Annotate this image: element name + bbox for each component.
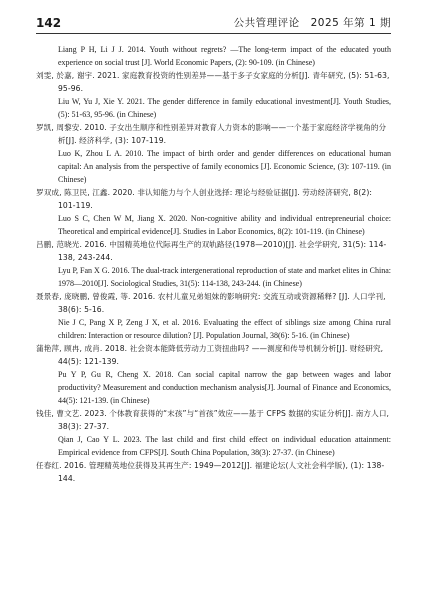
reference-entry-en: Lyu P, Fan X G. 2016. The dual-track intergenerational reproduction of state and market elites in China: 1978—2010[J]. Sociological Studies, 31(5): 114-138, 243-244. (in Chinese) <box>58 266 391 288</box>
reference-entry-zh: 蒲艳萍, 顾冉, 成肖. 2018. 社会资本能降低劳动力工资扭曲吗? ——测度和传导机制分析[J]. 财经研究, 44(5): 121-139. <box>36 344 384 366</box>
reference-entry-en: Liang P H, Li J J. 2014. Youth without regrets? —The long-term impact of the educated youth experience on social trust [J]. World Economic Papers, (2): 90-109. (in Chinese) <box>58 45 391 67</box>
reference-entry-zh: 聂景春, 庞晓鹏, 曾俊霞, 等. 2016. 农村儿童兄弟姐妹的影响研究: 交流互动或资源稀释? [J]. 人口学刊, 38(6): 5-16. <box>36 292 386 314</box>
reference-list <box>36 43 391 485</box>
reference-entry-zh: 任春红. 2016. 管理精英地位获得及其再生产: 1949—2012[J]. 福建论坛(人文社会科学版), (1): 138-144. <box>36 461 385 483</box>
reference-entry-en: Liu W, Yu J, Xie Y. 2021. The gender difference in family educational investment[J]. Youth Studies, (5): 51-63, 95-96. (in Chinese) <box>58 97 391 119</box>
header-rule <box>36 33 391 34</box>
reference-entry-en: Nie J C, Pang X P, Zeng J X, et al. 2016. Evaluating the effect of siblings size among China rural children: Interaction or resource dilution? [J]. Population Journal, 38(6): 5-16. (in Chinese) <box>58 318 391 340</box>
page-number: 142 <box>36 16 62 30</box>
reference-entry-en: Qian J, Cao Y L. 2023. The last child and first child effect on individual education attainment: Empirical evidence from CFPS[J]. South China Population, 38(3): 27-37. (in Chinese) <box>58 435 391 457</box>
reference-entry-zh: 钱佳, 曹文艺. 2023. 个体教育获得的“末孩”与“首孩”效应——基于 CFPS 数据的实证分析[J]. 南方人口, 38(3): 27-37. <box>36 409 390 431</box>
reference-entry-zh: 罗双成, 陈卫民, 江鑫. 2020. 非认知能力与个人创业选择: 理论与经验证据[J]. 劳动经济研究, 8(2): 101-119. <box>36 188 373 210</box>
journal-title: 公共管理评论 2025 年第 1 期 <box>233 17 391 29</box>
reference-entry-en: Pu Y P, Gu R, Cheng X. 2018. Can social capital narrow the gap between wages and labor productivity? Measurement and conduction mechanism analysis[J]. Journal of Finance and Economics, 44(5): 121-139. (in Chinese) <box>58 370 391 405</box>
reference-entry-zh: 罗凯, 周黎安. 2010. 子女出生顺序和性别差异对教育人力资本的影响——一个基于家庭经济学视角的分析[J]. 经济科学, (3): 107-119. <box>36 123 387 145</box>
page-header <box>36 16 391 30</box>
reference-entry-zh: 刘雯, 於嘉, 谢宇. 2021. 家庭教育投资的性别差异——基于多子女家庭的分析[J]. 青年研究, (5): 51-63, 95-96. <box>36 71 390 93</box>
reference-entry-en: Luo K, Zhou L A. 2010. The impact of birth order and gender differences on educational human capital: An analysis from the perspective of family economics [J]. Economic Science, (3): 107-119. (in Chinese) <box>58 149 391 184</box>
reference-entry-en: Luo S C, Chen W M, Jiang X. 2020. Non-cognitive ability and individual entrepreneurial choice: Theoretical and empirical evidence[J]. Studies in Labor Economics, 8(2): 101-119. (in Chinese) <box>58 214 391 236</box>
reference-entry-zh: 吕鹏, 范晓光. 2016. 中国精英地位代际再生产的双轨路径(1978—2010)[J]. 社会学研究, 31(5): 114-138, 243-244. <box>36 240 387 262</box>
